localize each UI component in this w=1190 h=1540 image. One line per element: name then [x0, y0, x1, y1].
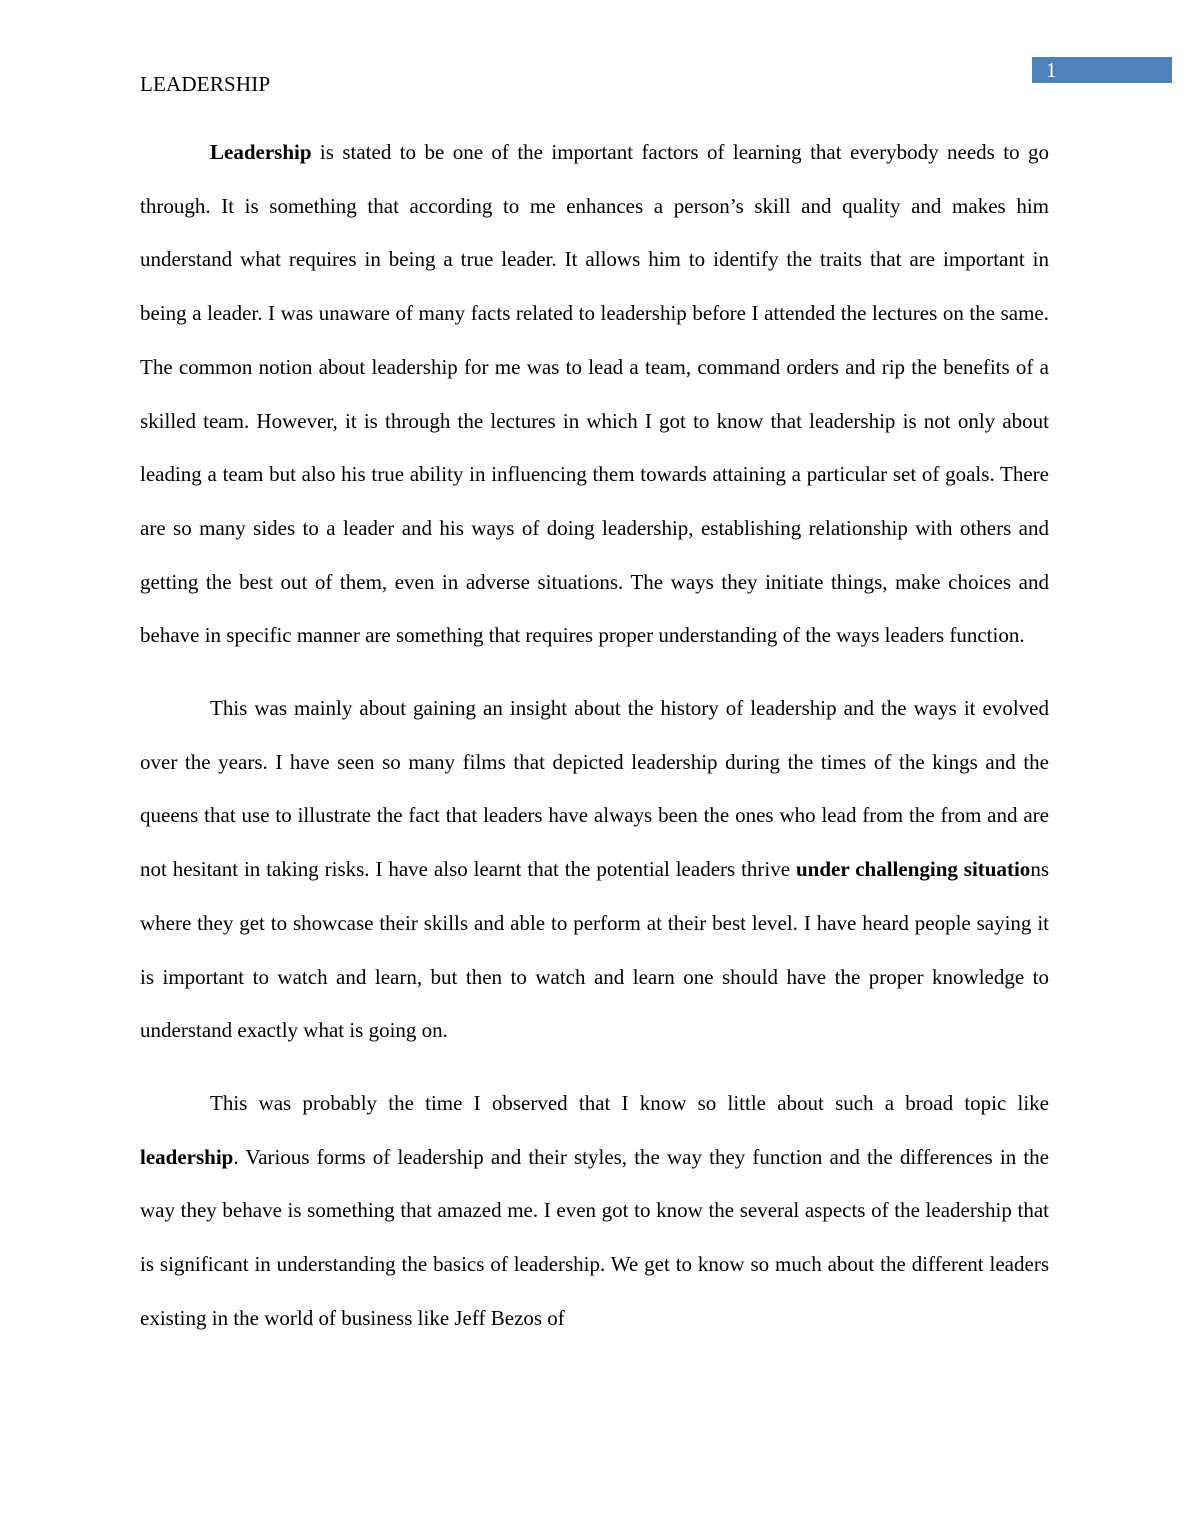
paragraph-2-text-2: ns where they get to showcase their skills and able to perform at their best level. I have heard people saying it is important to watch and learn, but then to watch and learn one should have the proper knowledge to understand exactly what is going on.	[140, 857, 1049, 1043]
paragraph-1	[140, 126, 1049, 663]
paragraph-2	[140, 682, 1049, 1058]
paragraph-3-bold-1: leadership	[140, 1144, 234, 1169]
paragraph-3	[140, 1077, 1049, 1346]
paragraph-3-text-2: . Various forms of leadership and their styles, the way they function and the differences in the way they behave is something that amazed me. I even got to know the several aspects of the leadership that is significant in understanding the basics of leadership. We get to know so much about the different leaders existing in the world of business like Jeff Bezos of	[140, 1144, 1049, 1330]
paragraph-1-text-1: is stated to be one of the important factors of learning that everybody needs to go through. It is something that according to me enhances a person’s skill and quality and makes him understand what requires in being a true leader. It allows him to identify the traits that are important in being a leader. I was unaware of many facts related to leadership before I attended the lectures on the same. The common notion about leadership for me was to lead a team, command orders and rip the benefits of a skilled team. However, it is through the lectures in which I got to know that leadership is not only about leading a team but also his true ability in influencing them towards attaining a particular set of goals. There are so many sides to a leader and his ways of doing leadership, establishing relationship with others and getting the best out of them, even in adverse situations. The ways they initiate things, make choices and behave in specific manner are something that requires proper understanding of the ways leaders function.	[140, 140, 1049, 648]
paragraph-2-text-1: This was mainly about gaining an insight about the history of leadership and the ways it evolved over the years. I have seen so many films that depicted leadership during the times of the kings and the queens that use to illustrate the fact that leaders have always been the ones who lead from the from and are not hesitant in taking risks. I have also learnt that the potential leaders thrive	[140, 696, 1049, 882]
paragraph-2-bold-1: under challenging situatio	[796, 857, 1031, 882]
page-number-box	[1032, 57, 1172, 83]
paragraph-1-bold-1: Leadership	[210, 140, 312, 164]
running-head: LEADERSHIP	[140, 72, 271, 96]
document-body	[140, 126, 1049, 1364]
paragraph-3-text-1: This was probably the time I observed that I know so little about such a broad topic like	[210, 1090, 1049, 1115]
page-number: 1	[1046, 58, 1057, 82]
